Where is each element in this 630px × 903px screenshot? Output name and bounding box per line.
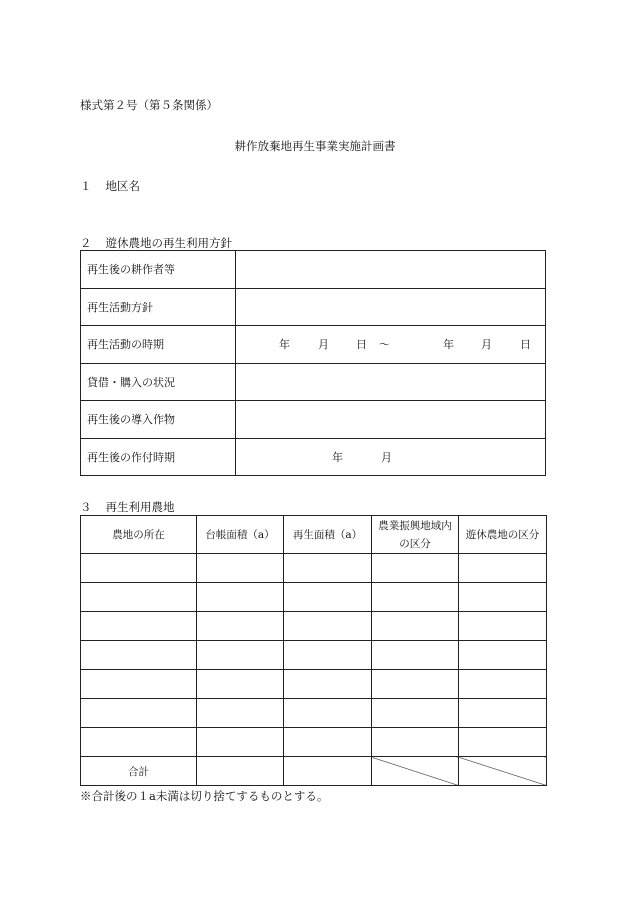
cell-idle-class[interactable]	[459, 670, 547, 699]
row-label: 再生後の耕作者等	[81, 251, 236, 289]
cell-promotion-zone[interactable]	[372, 583, 459, 612]
col-header-location: 農地の所在	[81, 516, 197, 554]
col-header-idle-class: 遊休農地の区分	[459, 516, 547, 554]
total-promotion-zone-slash	[372, 757, 459, 786]
section2-label: 遊休農地の再生利用方針	[105, 236, 232, 250]
cell-reuse-area[interactable]	[284, 728, 372, 757]
col-header-promotion-zone-line2: の区分	[399, 537, 431, 550]
section3-label: 再生利用農地	[105, 500, 175, 514]
row-label: 再生活動の時期	[81, 326, 236, 364]
cell-reuse-area[interactable]	[284, 641, 372, 670]
footnote: ※合計後の１a未満は切り捨てするものとする。	[80, 789, 329, 803]
table-row	[81, 699, 547, 728]
cultivator-field[interactable]	[236, 251, 546, 289]
col-header-promotion-zone-line1: 農業振興地域内	[378, 519, 452, 532]
cell-location[interactable]	[81, 641, 197, 670]
cell-reuse-area[interactable]	[284, 699, 372, 728]
cell-location[interactable]	[81, 612, 197, 641]
period-tilde: ～	[379, 338, 390, 352]
reuse-policy-table	[80, 250, 546, 476]
cell-ledger-area[interactable]	[197, 583, 284, 612]
planting-period-field[interactable]	[236, 438, 546, 476]
period-start-month: 月	[318, 338, 329, 352]
cell-promotion-zone[interactable]	[372, 554, 459, 583]
cell-reuse-area[interactable]	[284, 612, 372, 641]
farmland-table	[80, 515, 547, 786]
row-label: 再生後の作付時期	[81, 438, 236, 476]
total-ledger-area[interactable]	[197, 757, 284, 786]
col-header-reuse-area: 再生面積（a）	[284, 516, 372, 554]
cell-location[interactable]	[81, 554, 197, 583]
cell-ledger-area[interactable]	[197, 554, 284, 583]
table-row	[81, 288, 546, 326]
period-start-year: 年	[279, 338, 290, 352]
cell-idle-class[interactable]	[459, 554, 547, 583]
section2-heading	[80, 235, 232, 251]
activity-policy-field[interactable]	[236, 288, 546, 326]
cell-location[interactable]	[81, 699, 197, 728]
cell-idle-class[interactable]	[459, 612, 547, 641]
section3-heading	[80, 499, 175, 515]
table-row	[81, 641, 547, 670]
section1-label: 地区名	[105, 179, 140, 193]
period-end-day: 日	[520, 338, 531, 352]
planting-year: 年	[332, 450, 343, 464]
table-row	[81, 583, 547, 612]
period-start-day: 日	[356, 338, 367, 352]
period-end-month: 月	[481, 338, 492, 352]
crop-field[interactable]	[236, 401, 546, 439]
cell-ledger-area[interactable]	[197, 670, 284, 699]
page-title: 耕作放棄地再生事業実施計画書	[234, 139, 396, 153]
table-header-row	[81, 516, 547, 554]
total-reuse-area[interactable]	[284, 757, 372, 786]
lease-purchase-field[interactable]	[236, 363, 546, 401]
cell-idle-class[interactable]	[459, 728, 547, 757]
cell-ledger-area[interactable]	[197, 699, 284, 728]
total-idle-class-slash	[459, 757, 547, 786]
cell-ledger-area[interactable]	[197, 728, 284, 757]
cell-reuse-area[interactable]	[284, 670, 372, 699]
table-row	[81, 251, 546, 289]
cell-promotion-zone[interactable]	[372, 670, 459, 699]
section1-heading	[80, 178, 140, 194]
section1-number: １	[80, 179, 92, 193]
row-label: 貸借・購入の状況	[81, 363, 236, 401]
total-row	[81, 757, 547, 786]
cell-reuse-area[interactable]	[284, 554, 372, 583]
row-label: 再生活動方針	[81, 288, 236, 326]
table-row	[81, 670, 547, 699]
cell-idle-class[interactable]	[459, 641, 547, 670]
cell-location[interactable]	[81, 583, 197, 612]
section2-number: ２	[80, 236, 92, 250]
total-label: 合計	[81, 757, 197, 786]
cell-promotion-zone[interactable]	[372, 612, 459, 641]
cell-promotion-zone[interactable]	[372, 728, 459, 757]
table-row	[81, 401, 546, 439]
col-header-promotion-zone	[372, 516, 459, 554]
planting-month: 月	[381, 450, 392, 464]
row-label: 再生後の導入作物	[81, 401, 236, 439]
table-row	[81, 438, 546, 476]
cell-ledger-area[interactable]	[197, 641, 284, 670]
cell-location[interactable]	[81, 728, 197, 757]
section3-number: ３	[80, 500, 92, 514]
col-header-ledger-area: 台帳面積（a）	[197, 516, 284, 554]
form-number: 様式第２号（第５条関係）	[80, 98, 218, 112]
cell-idle-class[interactable]	[459, 583, 547, 612]
activity-period-field[interactable]	[236, 326, 546, 364]
table-row	[81, 554, 547, 583]
cell-idle-class[interactable]	[459, 699, 547, 728]
cell-promotion-zone[interactable]	[372, 641, 459, 670]
table-row	[81, 363, 546, 401]
cell-location[interactable]	[81, 670, 197, 699]
period-end-year: 年	[443, 338, 454, 352]
table-row	[81, 728, 547, 757]
cell-reuse-area[interactable]	[284, 583, 372, 612]
cell-promotion-zone[interactable]	[372, 699, 459, 728]
cell-ledger-area[interactable]	[197, 612, 284, 641]
table-row	[81, 612, 547, 641]
table-row	[81, 326, 546, 364]
